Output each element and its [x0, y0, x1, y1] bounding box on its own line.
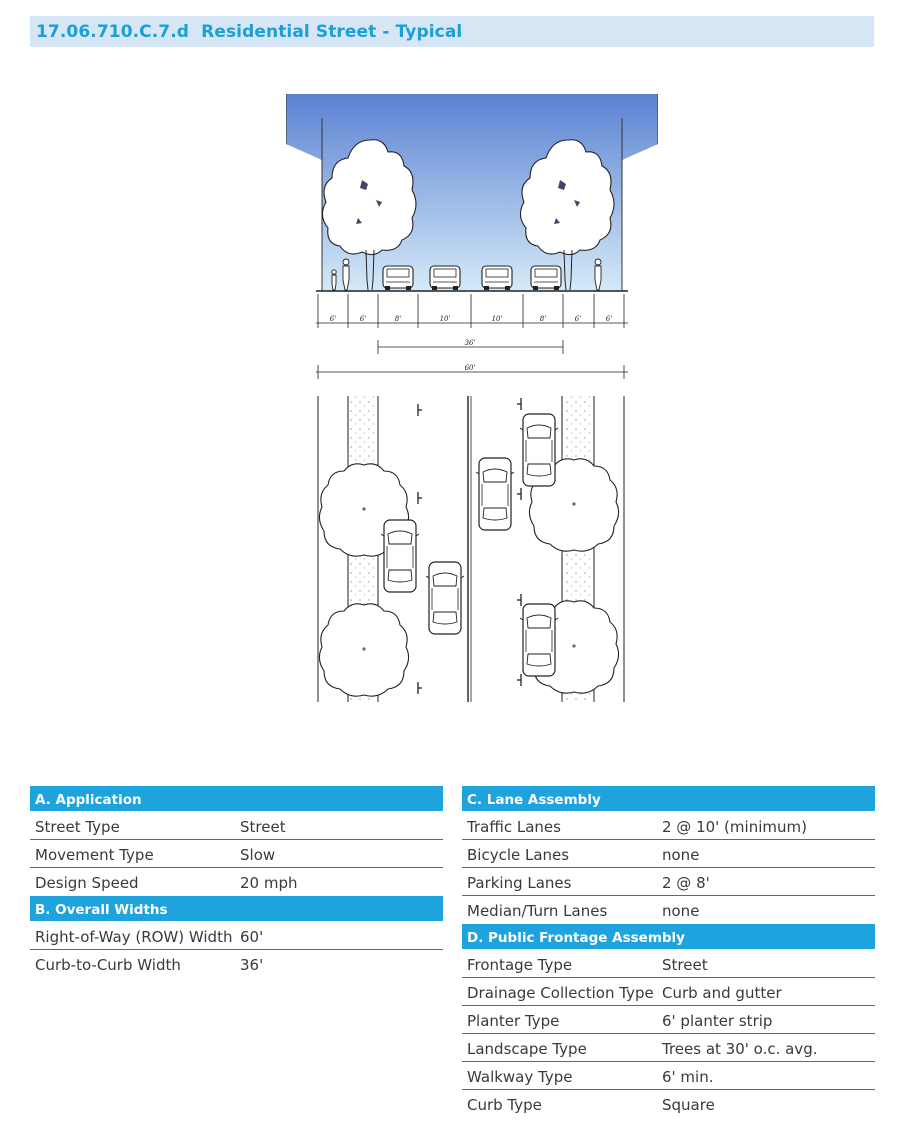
row-value: 2 @ 8' [662, 874, 710, 892]
row-label: Parking Lanes [467, 874, 572, 892]
page-title [36, 22, 462, 42]
row-value: 6' planter strip [662, 1012, 773, 1030]
table-row [462, 896, 875, 924]
dim-segment-1: 6' [329, 315, 337, 323]
table-row [30, 812, 443, 840]
row-label: Right-of-Way (ROW) Width [35, 928, 233, 946]
row-value: Curb and gutter [662, 984, 782, 1002]
row-value: Slow [240, 846, 276, 864]
page-title-bar [30, 16, 874, 47]
row-value: Street [240, 818, 286, 836]
row-label: Design Speed [35, 874, 139, 892]
table-column-right [462, 786, 875, 1118]
dim-segment-8: 6' [605, 315, 613, 323]
row-label: Curb-to-Curb Width [35, 956, 181, 974]
table-row [462, 812, 875, 840]
dim-segment-5: 10' [491, 315, 503, 323]
dim-curb-to-curb: 36' [464, 339, 476, 347]
row-value: 60' [240, 928, 264, 946]
table-row [30, 840, 443, 868]
table-row [462, 950, 875, 978]
dim-segment-6: 8' [539, 315, 547, 323]
table-row [30, 950, 443, 978]
row-label: Traffic Lanes [467, 818, 561, 836]
dim-segment-3: 8' [394, 315, 402, 323]
row-value: none [662, 846, 700, 864]
row-label: Planter Type [467, 1012, 560, 1030]
row-value: Trees at 30' o.c. avg. [662, 1040, 818, 1058]
row-label: Curb Type [467, 1096, 542, 1114]
dim-segment-2: 6' [359, 315, 367, 323]
dim-segment-7: 6' [574, 315, 582, 323]
row-value: none [662, 902, 700, 920]
table-column-left [30, 786, 443, 978]
table-row [30, 922, 443, 950]
table-row [462, 1006, 875, 1034]
row-label: Movement Type [35, 846, 154, 864]
row-value: Square [662, 1096, 715, 1114]
row-value: 6' min. [662, 1068, 714, 1086]
street-diagram [286, 94, 658, 714]
row-value: Street [662, 956, 708, 974]
section-header-overall-widths: B. Overall Widths [30, 896, 443, 922]
table-row [462, 1090, 875, 1118]
row-value: 2 @ 10' (minimum) [662, 818, 807, 836]
table-row [462, 1034, 875, 1062]
section-header-lane-assembly: C. Lane Assembly [462, 786, 875, 812]
section-code: 17.06.710.C.7.d [36, 22, 190, 42]
row-value: 20 mph [240, 874, 298, 892]
section-header-public-frontage: D. Public Frontage Assembly [462, 924, 875, 950]
table-row [30, 868, 443, 896]
row-label: Street Type [35, 818, 120, 836]
row-label: Frontage Type [467, 956, 573, 974]
row-value: 36' [240, 956, 264, 974]
row-label: Median/Turn Lanes [467, 902, 608, 920]
row-label: Drainage Collection Type [467, 984, 654, 1002]
row-label: Landscape Type [467, 1040, 587, 1058]
table-row [462, 978, 875, 1006]
table-row [462, 840, 875, 868]
table-row [462, 1062, 875, 1090]
section-title: Residential Street - Typical [201, 22, 463, 42]
table-row [462, 868, 875, 896]
row-label: Bicycle Lanes [467, 846, 570, 864]
dim-row: 60' [464, 364, 476, 372]
dim-segment-4: 10' [439, 315, 451, 323]
row-label: Walkway Type [467, 1068, 573, 1086]
section-header-application: A. Application [30, 786, 443, 812]
